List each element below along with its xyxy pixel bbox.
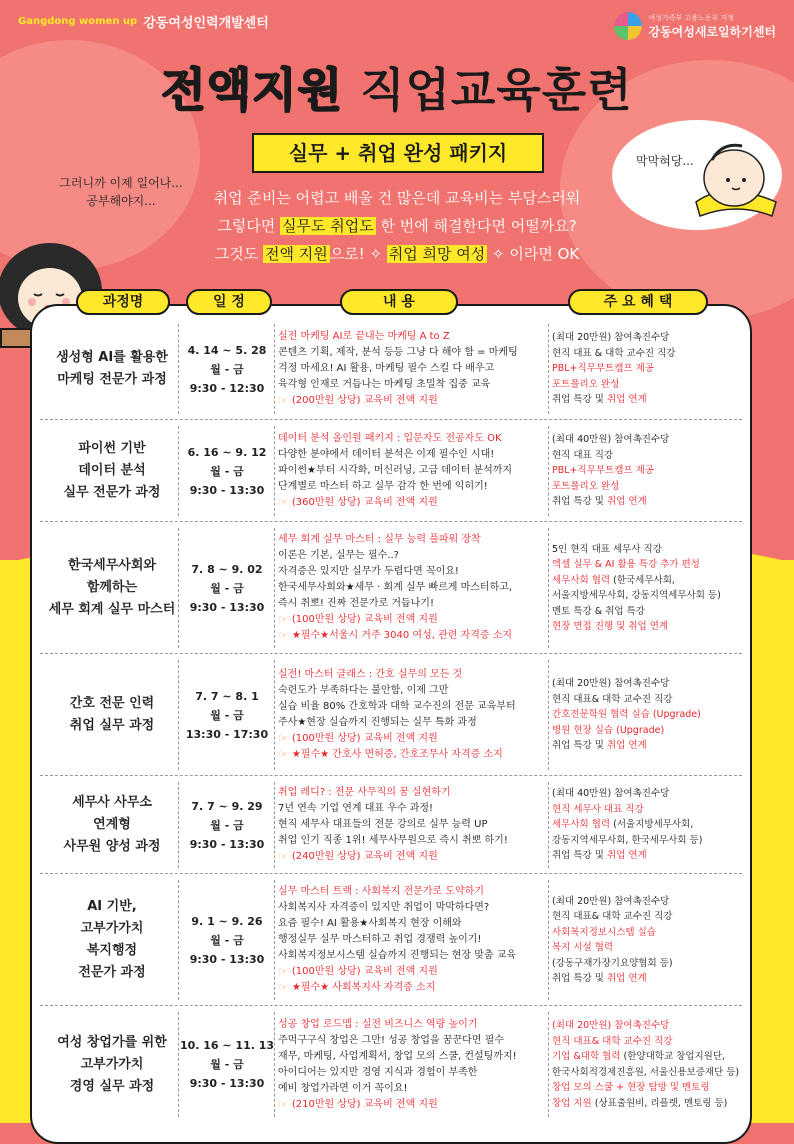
benefit-text: (최대 20만원) 참여촉진수당: [552, 332, 670, 344]
content-line: 예비 창업가라면 이거 꼭이요!: [278, 1082, 408, 1094]
content-line: 파이썬★부터 시각화, 머신러닝, 고급 데이터 분석까지: [278, 465, 513, 476]
pointing-hand-icon: ☞: [278, 1097, 288, 1111]
course-benefits: [552, 1006, 748, 1123]
column-divider: [274, 1012, 275, 1117]
course-schedule: [182, 420, 272, 522]
column-divider: [274, 528, 275, 648]
benefit-line: [552, 909, 748, 925]
intro-highlight: 취업 희망 여성: [388, 245, 486, 263]
column-divider: [178, 1012, 179, 1117]
column-divider: [178, 426, 179, 516]
benefit-line: [552, 346, 748, 362]
course-benefits: [552, 420, 748, 522]
column-header-content: 내 용: [340, 289, 458, 315]
content-headline: 실전 마케팅 AI로 끝내는 마케팅 A to Z: [278, 331, 450, 342]
benefit-text: (최대 20만원) 참여촉진수당: [552, 895, 670, 907]
course-name-line: 고부가가치: [80, 1056, 144, 1072]
content-line: 사회복지사 자격증이 있지만 취업이 막막하다면?: [278, 902, 490, 913]
intro-text: 그렇다면: [217, 217, 281, 235]
right-logo-name: 강동여성새로일하기센터: [648, 24, 776, 39]
content-line: 주먹구구식 창업은 그만! 성공 창업을 꿈꾼다면 필수: [278, 1034, 504, 1046]
note-text: (360만원 상당) 교육비 전액 지원: [291, 497, 438, 508]
schedule-line: 월 - 금: [210, 818, 244, 832]
course-row: [30, 522, 752, 654]
benefit-highlight: 취업 연계: [606, 973, 647, 984]
benefit-text: 취업 특강 및: [552, 973, 607, 984]
benefit-text: PBL+직무부트캠프 제공: [552, 465, 654, 477]
schedule-line: 월 - 금: [210, 708, 244, 722]
benefit-detail: (한양대학교 창업지원단,: [620, 1051, 726, 1062]
note-text: (100만원 상당) 교육비 전액 지원: [291, 966, 438, 977]
left-logo-name: 강동여성인력개발센터: [143, 16, 269, 31]
course-name: [42, 420, 182, 522]
benefit-text: 복지 시설 협력: [552, 942, 614, 953]
column-divider: [178, 324, 179, 414]
benefit-line: [552, 377, 748, 393]
benefit-highlight: 취업 연계: [606, 496, 647, 508]
content-line: 행정실무 실무 마스터하고 취업 경쟁력 높이기!: [278, 934, 482, 945]
intro-text: 그것도: [214, 245, 263, 263]
benefit-text: (최대 20만원) 참여촉진수당: [552, 678, 670, 690]
benefit-detail: (서울지방세무사회,: [610, 819, 694, 831]
column-header-name: 과정명: [76, 289, 170, 315]
content-headline: 성공 창업 로드맵 : 실전 비즈니스 역량 높이기: [278, 1018, 478, 1030]
benefit-text: 현직 대표 & 대학 교수진 직강: [552, 347, 676, 359]
intro-highlight: 전액 지원: [264, 245, 328, 263]
speech-left-line: 공부해야지...: [86, 194, 156, 208]
content-line: 콘텐츠 기획, 제작, 분석 등등 그냥 다 해야 함 = 마케팅: [278, 347, 518, 358]
schedule-line: 월 - 금: [210, 933, 244, 947]
intro-highlight: 실무도 취업도: [282, 217, 374, 235]
benefit-text: 취업 특강 및: [552, 850, 607, 862]
content-note: [278, 964, 546, 980]
schedule-line: 10. 16 ~ 11. 13: [179, 1039, 275, 1052]
content-line: 재무, 마케팅, 사업계획서, 창업 모의 스쿨, 컨설팅까지!: [278, 1050, 517, 1062]
speech-left: [46, 168, 196, 224]
benefit-text: 5인 현직 대표 세무사 직강: [552, 543, 662, 555]
schedule-line: 9:30 - 12:30: [189, 381, 265, 395]
content-line: 실습 비율 80% 간호학과 대학 교수진의 전문 교육부터: [278, 701, 516, 712]
schedule-line: 월 - 금: [210, 581, 244, 595]
content-line: 한국세무사회와★세무 · 회계 실무 빠르게 마스터하고,: [278, 582, 513, 593]
course-row: [30, 420, 752, 522]
benefit-line: [552, 619, 748, 635]
schedule-line: 월 - 금: [210, 1058, 244, 1071]
benefit-line: [552, 723, 748, 739]
content-line: 아이디어는 있지만 경영 지식과 경험이 부족한: [278, 1066, 478, 1078]
title-highlight: 전액지원: [161, 63, 344, 117]
benefit-line: [552, 786, 748, 802]
course-name-line: 연계형: [93, 817, 131, 832]
course-row: [30, 776, 752, 874]
schedule-line: 9:30 - 13:30: [189, 837, 265, 851]
content-line: 이론은 기본, 실무는 필수..?: [278, 550, 399, 561]
benefit-text: 현직 대표& 대학 교수진 직강: [552, 693, 673, 705]
course-benefits: [552, 318, 748, 420]
intro-text: 한 번에 해결한다면 어떨까요?: [375, 217, 577, 235]
schedule-line: 9. 1 ~ 9. 26: [191, 914, 263, 928]
course-benefits: [552, 654, 748, 776]
content-note: [278, 612, 546, 628]
benefit-line: [552, 802, 748, 818]
course-schedule: [182, 874, 272, 1006]
course-name-line: 데이터 분석: [78, 463, 146, 478]
course-name-line: AI 기반,: [87, 899, 137, 914]
benefit-line: [552, 738, 748, 754]
benefit-line: [552, 940, 748, 956]
content-line: 자격증은 있지만 실무가 두렵다면 꼭이요!: [278, 566, 459, 577]
content-note: [278, 1097, 546, 1113]
benefit-highlight: 취업 연계: [606, 394, 647, 406]
schedule-line: 7. 7 ~ 8. 1: [195, 689, 259, 703]
content-note: [278, 731, 546, 747]
benefit-text: 간호전문학원 협력 실습 (Upgrade): [552, 709, 701, 721]
course-name-line: 복지행정: [86, 943, 138, 958]
benefit-line: [552, 971, 748, 987]
left-logo: [18, 12, 269, 31]
content-headline: 세무 회계 실무 마스터 : 실무 능력 풀파워 장착: [278, 534, 481, 545]
benefit-line: [552, 1049, 748, 1065]
column-divider: [274, 660, 275, 770]
pointing-hand-icon: ☞: [278, 748, 288, 761]
content-line: 7년 연속 기업 연계 대표 우수 과정!: [278, 803, 434, 814]
benefit-text: (강동구재가장기요양협회 등): [552, 957, 673, 969]
column-divider: [548, 426, 549, 516]
note-text: (100만원 상당) 교육비 전액 지원: [291, 733, 438, 744]
course-row: [30, 1006, 752, 1123]
benefit-text: 현장 면접 진행 및 취업 연계: [552, 621, 669, 632]
content-line: 즉시 취뽀! 진짜 전문가로 거듭나기!: [278, 598, 434, 609]
column-divider: [548, 880, 549, 1000]
course-row: [30, 874, 752, 1006]
benefit-line: [552, 448, 748, 464]
pointing-hand-icon: ☞: [278, 732, 288, 745]
benefit-line: [552, 588, 748, 604]
content-line: 요즘 필수! AI 활용★사회복지 현장 이해와: [278, 918, 462, 929]
benefit-highlight: 취업 연계: [606, 740, 647, 752]
content-note: [278, 628, 546, 644]
benefit-line: [552, 361, 748, 377]
benefit-text: 병원 현장 실습 (Upgrade): [552, 724, 665, 736]
benefit-line: [552, 848, 748, 864]
intro-line-2: [160, 212, 634, 240]
note-text: (210만원 상당) 교육비 전액 지원: [291, 1098, 438, 1110]
benefit-line: [552, 692, 748, 708]
benefit-text: 세무사회 협력: [552, 574, 611, 586]
benefit-line: [552, 479, 748, 495]
pointing-hand-icon: ☞: [278, 965, 288, 978]
course-name: [42, 1006, 182, 1123]
women-up-logo-mark: Gangdong women up: [18, 16, 138, 27]
benefit-text: (최대 40만원) 참여촉진수당: [552, 434, 670, 446]
benefit-text: 취업 특강 및: [552, 496, 607, 508]
pointing-hand-icon: ☞: [278, 613, 288, 626]
lying-character-illustration: [690, 130, 780, 225]
note-text: (240만원 상당) 교육비 전액 지원: [291, 851, 438, 862]
benefit-text: 포트폴리오 완성: [552, 378, 620, 390]
column-divider: [274, 880, 275, 1000]
column-divider: [548, 1012, 549, 1117]
course-content: [278, 654, 546, 776]
course-schedule: [179, 1006, 275, 1123]
benefit-line: [552, 707, 748, 723]
column-divider: [274, 426, 275, 516]
schedule-line: 13:30 - 17:30: [185, 727, 269, 741]
content-line: 현직 세무사 대표들의 전문 강의로 실무 능력 UP: [278, 819, 488, 830]
course-name-line: 전문가 과정: [78, 965, 146, 980]
content-line: 취업 인기 직종 1위! 세무사무원으로 즉시 취뽀 하기!: [278, 835, 508, 846]
pointing-hand-icon: ☞: [278, 496, 288, 509]
content-line: 육각형 인재로 거듭나는 마케팅 초밀착 집중 교육: [278, 379, 491, 390]
course-name-line: 생성형 AI를 활용한: [56, 350, 168, 365]
schedule-line: 월 - 금: [210, 464, 244, 478]
benefit-line: [552, 1096, 748, 1112]
course-name: [42, 654, 182, 776]
center-logo-icon: [614, 12, 642, 40]
benefit-line: [552, 956, 748, 972]
benefit-text: (최대 20만원) 참여촉진수당: [552, 1020, 670, 1031]
course-name-line: 실무 전문가 과정: [63, 485, 161, 500]
note-text: ★필수★ 사회복지사 자격증 소지: [291, 982, 436, 993]
content-headline: 데이터 분석 올인원 패키지 : 입문자도 전공자도 OK: [278, 433, 502, 444]
title-rest: 직업교육훈련: [360, 63, 633, 117]
content-line: 걱정 마세요! AI 활용, 마케팅 필수 스킬 다 배우고: [278, 363, 495, 374]
course-content: [278, 1006, 546, 1123]
benefit-line: [552, 894, 748, 910]
pointing-hand-icon: ☞: [278, 981, 288, 994]
content-note: [278, 747, 546, 763]
pointing-hand-icon: ☞: [278, 629, 288, 642]
column-divider: [548, 528, 549, 648]
intro-text: 으로! ✧: [329, 245, 387, 263]
note-text: ★필수★ 간호사 면허증, 간호조무사 자격증 소지: [291, 749, 503, 760]
course-name: [42, 776, 182, 874]
schedule-line: 4. 14 ~ 5. 28: [187, 343, 267, 357]
benefit-text: 한국사회적경제진흥원, 서울신용보증재단 등): [552, 1066, 740, 1078]
intro-line-1: 취업 준비는 어렵고 배울 건 많은데 교육비는 부담스러워: [213, 189, 581, 207]
course-name-line: 간호 전문 인력: [69, 696, 155, 711]
course-content: [278, 420, 546, 522]
schedule-line: 9:30 - 13:30: [189, 483, 265, 497]
benefit-line: [552, 494, 748, 510]
benefit-text: 사회복지정보시스템 실습: [552, 926, 656, 938]
column-divider: [178, 880, 179, 1000]
course-name-line: 고부가가치: [80, 921, 144, 936]
content-note: [278, 849, 546, 865]
benefit-text: 창업 지원: [552, 1097, 592, 1109]
benefit-line: [552, 330, 748, 346]
benefit-text: 강동지역세무사회, 한국세무사회 등): [552, 834, 703, 846]
benefit-text: 현직 대표& 대학 교수진 직강: [552, 1035, 673, 1047]
benefit-line: [552, 1018, 748, 1034]
column-divider: [178, 660, 179, 770]
benefit-line: [552, 463, 748, 479]
subtitle-banner: 실무 + 취업 완성 패키지: [252, 133, 544, 173]
course-name-line: 마케팅 전문가 과정: [57, 372, 167, 387]
course-name-line: 사무원 양성 과정: [63, 839, 161, 854]
content-note: [278, 980, 546, 996]
benefit-text: PBL+직무부트캠프 제공: [552, 363, 654, 375]
benefit-text: 현직 세무사 대표 직강: [552, 803, 644, 815]
schedule-line: 7. 7 ~ 9. 29: [191, 799, 263, 813]
benefit-line: [552, 432, 748, 448]
course-row: [30, 654, 752, 776]
course-content: [278, 318, 546, 420]
benefit-text: 포트폴리오 완성: [552, 480, 620, 492]
course-schedule: [182, 654, 272, 776]
content-note: [278, 393, 546, 409]
course-name-line: 여성 창업가를 위한: [57, 1034, 167, 1050]
schedule-line: 9:30 - 13:30: [189, 952, 265, 966]
note-text: (100만원 상당) 교육비 전액 지원: [291, 614, 438, 625]
schedule-line: 9:30 - 13:30: [189, 1077, 265, 1090]
benefit-line: [552, 542, 748, 558]
schedule-line: 9:30 - 13:30: [189, 600, 265, 614]
course-name-line: 한국세무사회와: [68, 558, 156, 573]
intro-line-3: [160, 240, 634, 268]
column-divider: [548, 660, 549, 770]
benefit-line: [552, 604, 748, 620]
speech-left-line: 그러니까 이제 일어나...: [59, 176, 183, 190]
benefit-line: [552, 1065, 748, 1081]
content-headline: 취업 레디? : 전문 사무직의 꿈 실현하기: [278, 787, 451, 798]
benefit-text: 창업 모의 스쿨 + 현장 탐방 및 멘토링: [552, 1082, 710, 1093]
benefit-line: [552, 925, 748, 941]
benefit-line: [552, 1080, 748, 1096]
content-line: 사회복지정보시스템 실습까지 진행되는 현장 맞춤 교육: [278, 950, 517, 961]
course-name-line: 함께하는: [86, 580, 138, 595]
column-divider: [548, 324, 549, 414]
benefit-highlight: 취업 연계: [606, 850, 647, 862]
benefit-text: 기업 &대학 협력: [552, 1051, 621, 1062]
course-schedule: [182, 776, 272, 874]
schedule-line: 7. 8 ~ 9. 02: [191, 562, 263, 576]
benefit-text: 취업 특강 및: [552, 740, 607, 752]
benefit-line: [552, 817, 748, 833]
benefit-detail: (상표출원비, 리플렛, 멘토링 등): [591, 1097, 728, 1109]
column-header-date: 일 정: [186, 289, 272, 315]
benefit-line: [552, 833, 748, 849]
intro-text: ✧ 이라면 OK: [487, 245, 580, 263]
column-divider: [548, 782, 549, 868]
benefit-line: [552, 392, 748, 408]
benefit-text: 취업 특강 및: [552, 394, 607, 406]
course-benefits: [552, 522, 748, 654]
benefit-text: 서울지방세무사회, 강동지역세무사회 등): [552, 590, 721, 601]
benefit-text: 현직 대표 직강: [552, 449, 614, 461]
course-name-line: 경영 실무 과정: [69, 1078, 155, 1094]
course-name: [42, 874, 182, 1006]
course-name-line: 세무 회계 실무 마스터: [48, 602, 176, 617]
note-text: ★필수★서울시 거주 3040 여성, 관련 자격증 소지: [291, 630, 513, 641]
speech-right-text: 막막혀당...: [636, 154, 694, 168]
benefit-detail: (한국세무사회,: [610, 574, 675, 586]
course-content: [278, 522, 546, 654]
course-name: [42, 318, 182, 420]
column-divider: [274, 324, 275, 414]
page-title: [0, 54, 794, 120]
content-line: 숙련도가 부족하다는 불안함, 이제 그만: [278, 685, 449, 696]
course-benefits: [552, 874, 748, 1006]
pointing-hand-icon: ☞: [278, 850, 288, 863]
course-content: [278, 776, 546, 874]
benefit-text: 엑셀 실무 & AI 활용 특강 추가 편성: [552, 559, 700, 570]
benefit-text: 현직 대표& 대학 교수진 직강: [552, 911, 673, 922]
course-name: [42, 522, 182, 654]
right-logo: [614, 12, 776, 40]
content-line: 주사★현장 실습까지 진행되는 실무 특화 과정: [278, 717, 477, 728]
content-line: 다양한 분야에서 데이터 분석은 이제 필수인 시대!: [278, 449, 495, 460]
benefit-line: [552, 557, 748, 573]
course-name-line: 취업 실무 과정: [69, 718, 155, 733]
content-headline: 실무 마스터 트랙 : 사회복지 전문가로 도약하기: [278, 886, 484, 897]
column-divider: [178, 528, 179, 648]
note-text: (200만원 상당) 교육비 전액 지원: [291, 395, 438, 406]
course-name-line: 세무사 사무소: [72, 795, 152, 810]
course-name-line: 파이썬 기반: [78, 441, 146, 456]
course-row: [30, 318, 752, 420]
content-headline: 실전! 마스터 클래스 : 간호 실무의 모든 것: [278, 669, 463, 680]
benefit-text: 세무사회 협력: [552, 819, 611, 831]
benefit-line: [552, 1034, 748, 1050]
column-divider: [178, 782, 179, 868]
course-content: [278, 874, 546, 1006]
benefit-line: [552, 573, 748, 589]
column-divider: [274, 782, 275, 868]
content-line: 단계별로 마스터 하고 실무 감각 한 번에 익히기!: [278, 481, 488, 492]
pointing-hand-icon: ☞: [278, 394, 288, 407]
right-logo-small: 여성가족부 고용노동부 지정: [648, 13, 735, 22]
course-schedule: [182, 522, 272, 654]
course-schedule: [182, 318, 272, 420]
course-benefits: [552, 776, 748, 874]
content-note: [278, 495, 546, 511]
schedule-line: 6. 16 ~ 9. 12: [187, 445, 267, 459]
schedule-line: 월 - 금: [210, 362, 244, 376]
column-header-benefit: 주 요 혜 택: [568, 289, 708, 315]
benefit-text: 멘토 특강 & 취업 특강: [552, 605, 645, 617]
benefit-text: (최대 40만원) 참여촉진수당: [552, 788, 670, 800]
benefit-line: [552, 676, 748, 692]
